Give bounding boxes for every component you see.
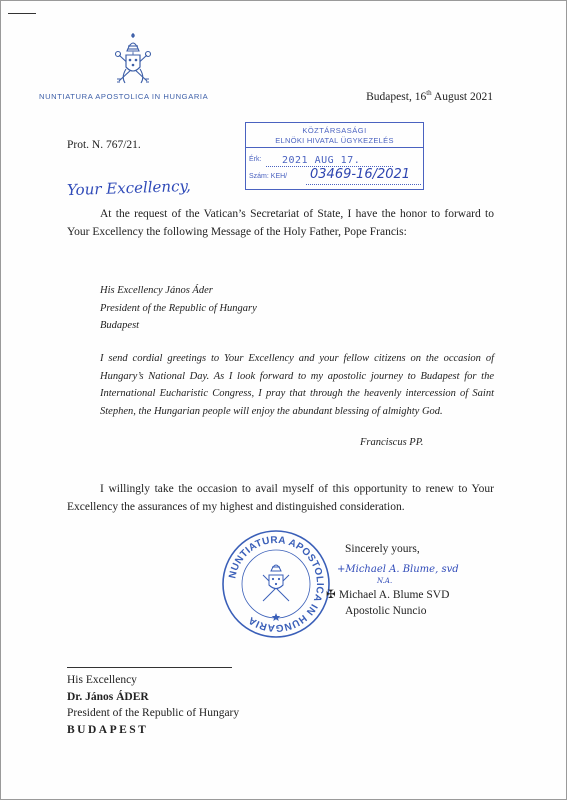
handwritten-initials: N.A. — [377, 577, 393, 585]
papal-message: I send cordial greetings to Your Excellency and your fellow citizens on the occasion of Hungary’s National Day. As I look forward to my apostolic journey to Budapest for the International Eucharistic Congress, I pray that through the heavenly intercession of Saint Stephen, the Hungarian people will enjoy the abundant blessing of almighty God. — [100, 353, 494, 417]
date-suffix: th — [426, 89, 432, 97]
cross-icon: ✠ — [326, 589, 336, 601]
handwritten-signature: +Michael A. Blume, svd — [337, 564, 459, 575]
recipient-name: Dr. János ÁDER — [67, 690, 149, 703]
closing-sincerely: Sincerely yours, — [345, 543, 420, 555]
stamp-received-date: 2021 AUG 17. — [282, 155, 361, 166]
recipient-block — [67, 672, 239, 738]
stamp-line-1: KÖZTÁRSASÁGI — [302, 126, 367, 135]
addressee-line: President of the Republic of Hungary — [100, 302, 257, 314]
date-rest: August 2021 — [431, 90, 493, 103]
registry-stamp — [245, 122, 424, 190]
stamp-received-label: Érk: — [249, 156, 262, 163]
stamp-divider — [246, 147, 423, 148]
stamp-number-line — [306, 184, 421, 186]
seal-text: NUNTIATURA APOSTOLICA IN HUNGARIA — [227, 534, 326, 634]
papal-signature: Franciscus PP. — [360, 437, 424, 448]
addressee-block — [100, 282, 257, 335]
letter-date — [366, 89, 493, 103]
addressee-line: Budapest — [100, 320, 140, 331]
nunciature-seal-icon — [221, 529, 331, 639]
papal-coat-of-arms-icon — [111, 31, 155, 89]
nunciature-name: NUNTIATURA APOSTOLICA IN HUNGARIA — [39, 92, 209, 101]
protocol-number: Prot. N. 767/21. — [67, 139, 141, 151]
closing-paragraph: I willingly take the occasion to avail myself of this opportunity to renew to Your Excellency the assurances of my highest and distinguished consideration. — [67, 483, 494, 513]
sender-title: Apostolic Nuncio — [345, 605, 427, 617]
sender-name: Michael A. Blume SVD — [338, 589, 450, 601]
recipient-honorific: His Excellency — [67, 674, 137, 686]
intro-paragraph: At the request of the Vatican’s Secretariat of State, I have the honor to forward to Your Excellency the following Message of the Holy Father, Pope Francis: — [67, 208, 494, 238]
stamp-number-handwritten: 03469-16/2021 — [310, 167, 411, 182]
date-prefix: Budapest, 16 — [366, 90, 427, 103]
recipient-city: BUDAPEST — [67, 723, 149, 736]
stamp-line-2: ELNÖKI HIVATAL ÜGYKEZELÉS — [275, 136, 394, 145]
handwritten-salutation: Your Excellency, — [66, 176, 191, 200]
addressee-line: His Excellency János Áder — [100, 285, 213, 296]
stamp-number-label: Szám: KEH/ — [249, 173, 288, 180]
recipient-divider — [67, 667, 232, 668]
corner-rule — [8, 13, 36, 14]
recipient-office: President of the Republic of Hungary — [67, 707, 240, 719]
sender-name-line — [326, 587, 449, 601]
